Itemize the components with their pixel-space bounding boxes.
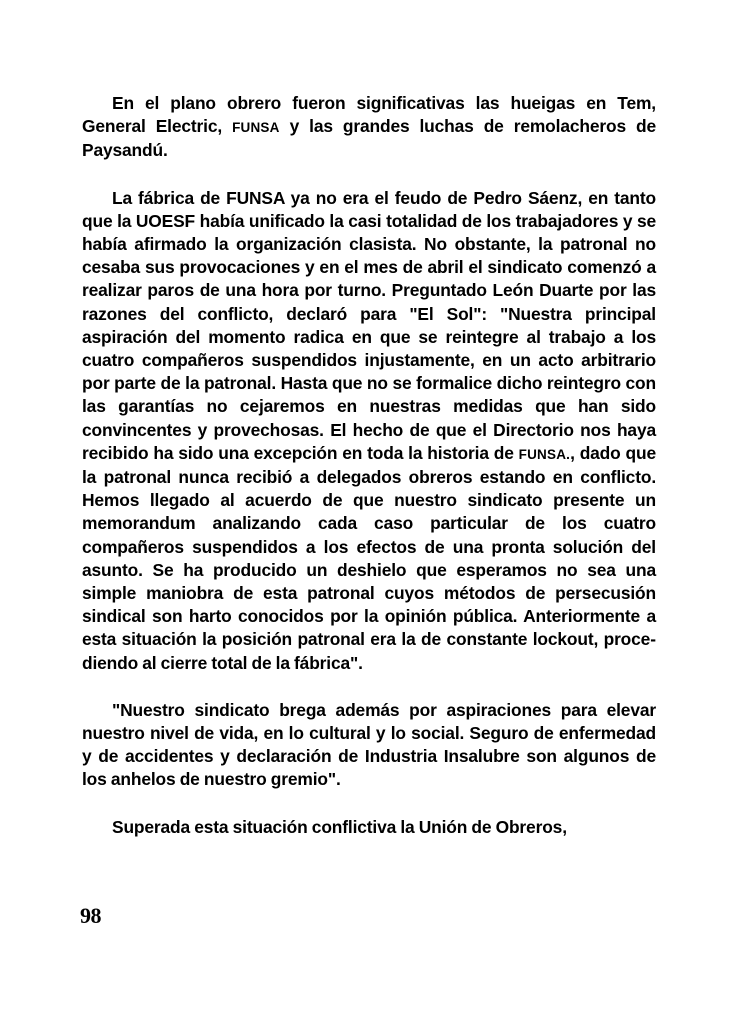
page-number: 98: [80, 903, 101, 928]
funsa-abbreviation: FUNSA.: [518, 446, 571, 462]
paragraph-2-text-start: La fábrica de FUNSA ya no era el feudo de Pedro Sáenz, en tanto que la UOESF había unificado la casi totalidad de los trabajadores y se había afirmado la organización clasista. No obstante, la patronal no cesaba sus provocaciones y en el mes de abril el sindicato comenzó a realizar paros de una hora por turno. Preguntado León Duarte por las razones del conflicto, declaró para "El Sol": "Nuestra principal aspiración del momento radica en que se reintegre al trabajo a los cuatro compañeros suspendidos injustamente, en un acto arbitrario por parte de la patronal. Hasta que no se formalice dicho reintegro con las garantías no cejaremos en nuestras medidas que han sido convincentes y provechosas. El hecho de que el Directorio nos haya recibido ha sido una excepción en toda la historia de: [82, 187, 656, 463]
funsa-abbreviation: FUNSA: [232, 120, 280, 136]
paragraph-1-text-start: En el plano obrero fueron significativas las hueigas en Tem, General Electric,: [82, 93, 656, 137]
paragraph-2-text-end: , dado que la patronal nunca recibió a delegados obreros estando en conflicto. Hemos llegado al acuerdo de que nuestro sindicato presente un memorandum analizando cada caso particular de los cuatro compañeros suspendidos a los efectos de una pronta solución del asunto. Se ha producido un deshielo que esperamos no sea una simple maniobra de esta patronal cuyos métodos de persecusión sindical son harto conocidos por la opinión pública. Anteriormente a esta situación la posición patronal era la de constante lockout, procediendo al cierre total de la fábrica".: [82, 442, 656, 673]
paragraph-3: "Nuestro sindicato brega además por aspiraciones para elevar nuestro nivel de vida, en lo cultural y lo social. Seguro de enfermedad y de accidentes y declaración de Industria Insalubre son algunos de los anhelos de nuestro gremio".: [82, 699, 656, 790]
paragraph-1: [82, 92, 656, 163]
paragraph-2: [82, 187, 656, 675]
paragraph-1-text-end: y las grandes luchas de remolacheros de Paysandú.: [82, 116, 656, 161]
paragraph-4: Superada esta situación conflictiva la Unión de Obreros,: [112, 816, 567, 837]
page-body: [82, 92, 656, 839]
